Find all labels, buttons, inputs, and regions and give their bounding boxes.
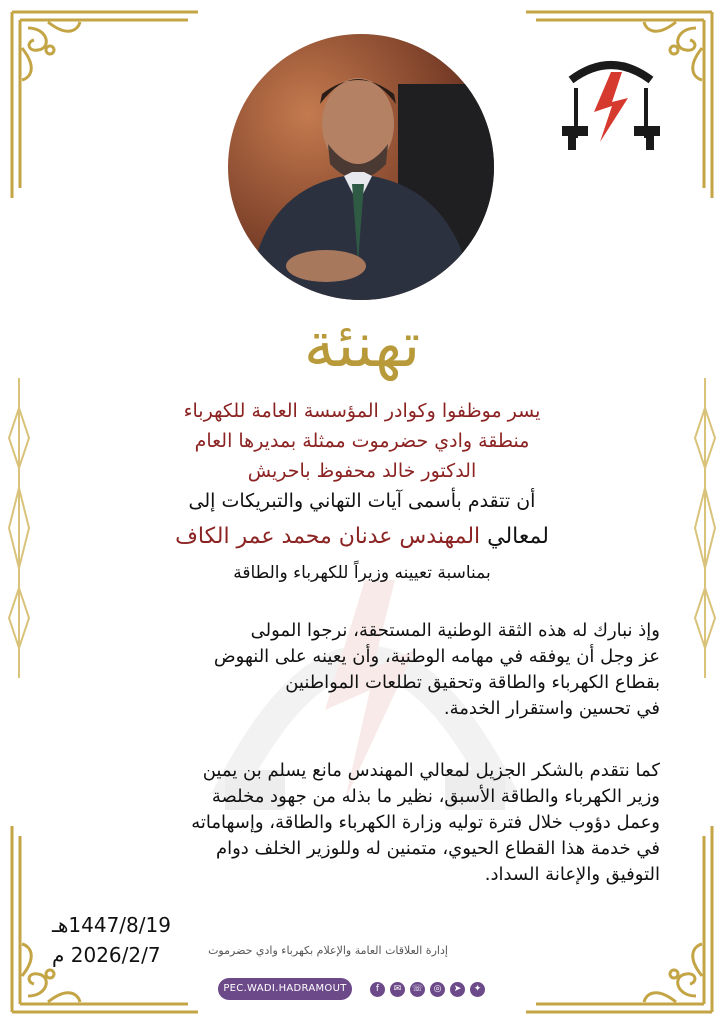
pec-logo [556,50,666,160]
paragraph-2-line: وزير الكهرباء والطاقة الأسبق، نظير ما بذله من جهود مخلصة [211,786,660,807]
header-line-2: منطقة وادي حضرموت ممثلة بمديرها العام [194,430,530,452]
paragraph-1 [40,618,660,722]
email-icon[interactable]: ✉ [390,982,405,997]
recipient-prefix: لمعالي [487,524,549,549]
paragraph-1-line: عز وجل أن يوفقه في مهامه الوطنية، وأن يعينه على النهوض [213,646,660,667]
paragraph-2-line: وعمل دؤوب خلال فترة توليه وزارة الكهرباء والطاقة، وإسهاماته [191,812,660,833]
hijri-date: 1447/8/19هـ [52,913,171,937]
recipient-line [0,520,724,554]
gold-corner-ornament-top-left [8,8,208,208]
paragraph-2-line: في خدمة هذا القطاع الحيوي، متمنين له وللوزير الخلف دوام [215,838,660,859]
gregorian-date: 2026/2/7 م [52,943,161,967]
paragraph-2-line: كما نتقدم بالشكر الجزيل لمعالي المهندس مانع يسلم بن يمين [202,760,660,781]
twitter-icon[interactable]: ✦ [470,982,485,997]
whatsapp-icon[interactable]: ☏ [410,982,425,997]
social-handle-pill[interactable]: PEC.WADI.HADRAMOUT [218,978,352,1000]
occasion-line: بمناسبة تعيينه وزيراً للكهرباء والطاقة [233,563,491,583]
facebook-icon[interactable]: f [370,982,385,997]
instagram-icon[interactable]: ◎ [430,982,445,997]
paragraph-2-line: التوفيق والإعانة السداد. [484,864,660,885]
paragraph-1-line: في تحسين واستقرار الخدمة. [443,698,660,719]
intro-line: أن تتقدم بأسمى آيات التهاني والتبريكات إلى [188,490,536,512]
header-line-1: يسر موظفوا وكوادر المؤسسة العامة للكهرباء [183,400,541,422]
paragraph-1-line: بقطاع الكهرباء والطاقة وتحقيق تطلعات المواطنين [285,672,660,693]
paragraph-1-line: وإذ نبارك له هذه الثقة الوطنية المستحقة، نرجوا المولى [250,620,660,641]
page-title: تهنئة [303,308,421,381]
paragraph-2 [40,758,660,888]
official-portrait [228,34,494,300]
social-icons [370,982,485,998]
recipient-name: المهندس عدنان محمد عمر الكاف [175,524,481,549]
telegram-icon[interactable]: ➤ [450,982,465,997]
department-footer: إدارة العلاقات العامة والإعلام بكهرباء وادي حضرموت [208,944,448,957]
header-line-3: الدكتور خالد محفوظ باحريش [247,460,477,482]
